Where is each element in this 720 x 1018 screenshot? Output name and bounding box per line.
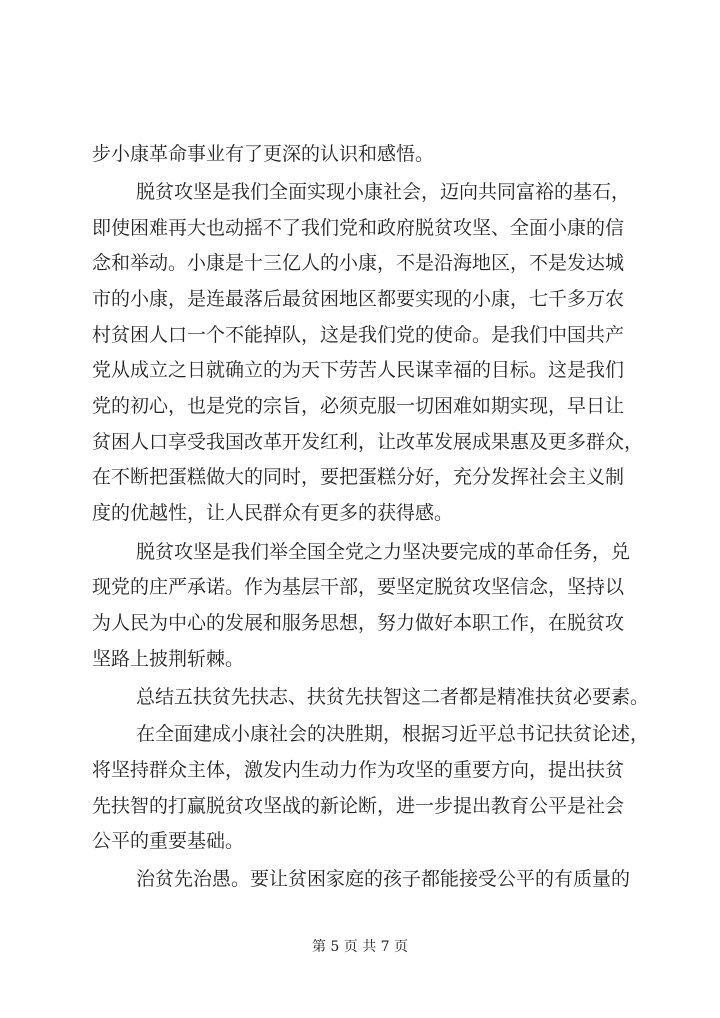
text-line: 现党的庄严承诺。作为基层干部，要坚定脱贫攻坚信念，坚持以 (92, 576, 625, 598)
text-line: 治贫先治愚。要让贫困家庭的孩子都能接受公平的有质量的 (136, 868, 631, 890)
text-line: 贫困人口享受我国改革开发红利，让改革发展成果惠及更多群众， (92, 431, 644, 453)
text-line: 党从成立之日就确立的为天下劳苦人民谋幸福的目标。这是我们 (92, 359, 625, 381)
text-line: 步小康革命事业有了更深的认识和感悟。 (92, 143, 435, 165)
text-line: 脱贫攻坚是我们全面实现小康社会，迈向共同富裕的基石， (136, 181, 631, 203)
text-line: 市的小康，是连最落后最贫困地区都要实现的小康，七千多万农 (92, 288, 625, 310)
text-line: 先扶智的打赢脱贫攻坚战的新论断，进一步提出教育公平是社会 (92, 795, 625, 817)
text-line: 念和举动。小康是十三亿人的小康，不是沿海地区，不是发达城 (92, 252, 625, 274)
text-line: 在全面建成小康社会的决胜期，根据习近平总书记扶贫论述， (136, 723, 650, 745)
text-line: 在不断把蛋糕做大的同时，要把蛋糕分好，充分发挥社会主义制 (92, 466, 625, 488)
text-line: 村贫困人口一个不能掉队，这是我们党的使命。是我们中国共产 (92, 324, 625, 346)
text-line: 脱贫攻坚是我们举全国全党之力坚决要完成的革命任务，兑 (136, 541, 631, 563)
text-line: 公平的重要基础。 (92, 830, 245, 852)
text-line: 党的初心，也是党的宗旨，必须克服一切困难如期实现，早日让 (92, 395, 625, 417)
text-line: 坚路上披荆斩棘。 (92, 648, 245, 670)
text-line: 为人民为中心的发展和服务思想，努力做好本职工作，在脱贫攻 (92, 612, 625, 634)
text-line: 度的优越性，让人民群众有更多的获得感。 (92, 502, 454, 524)
text-line: 即使困难再大也动摇不了我们党和政府脱贫攻坚、全面小康的信 (92, 217, 625, 239)
text-line: 将坚持群众主体，激发内生动力作为攻坚的重要方向，提出扶贫 (92, 759, 625, 781)
text-line: 总结五扶贫先扶志、扶贫先扶智这二者都是精准扶贫必要素。 (136, 686, 650, 708)
page-footer: 第 5 页 共 7 页 (311, 939, 409, 955)
